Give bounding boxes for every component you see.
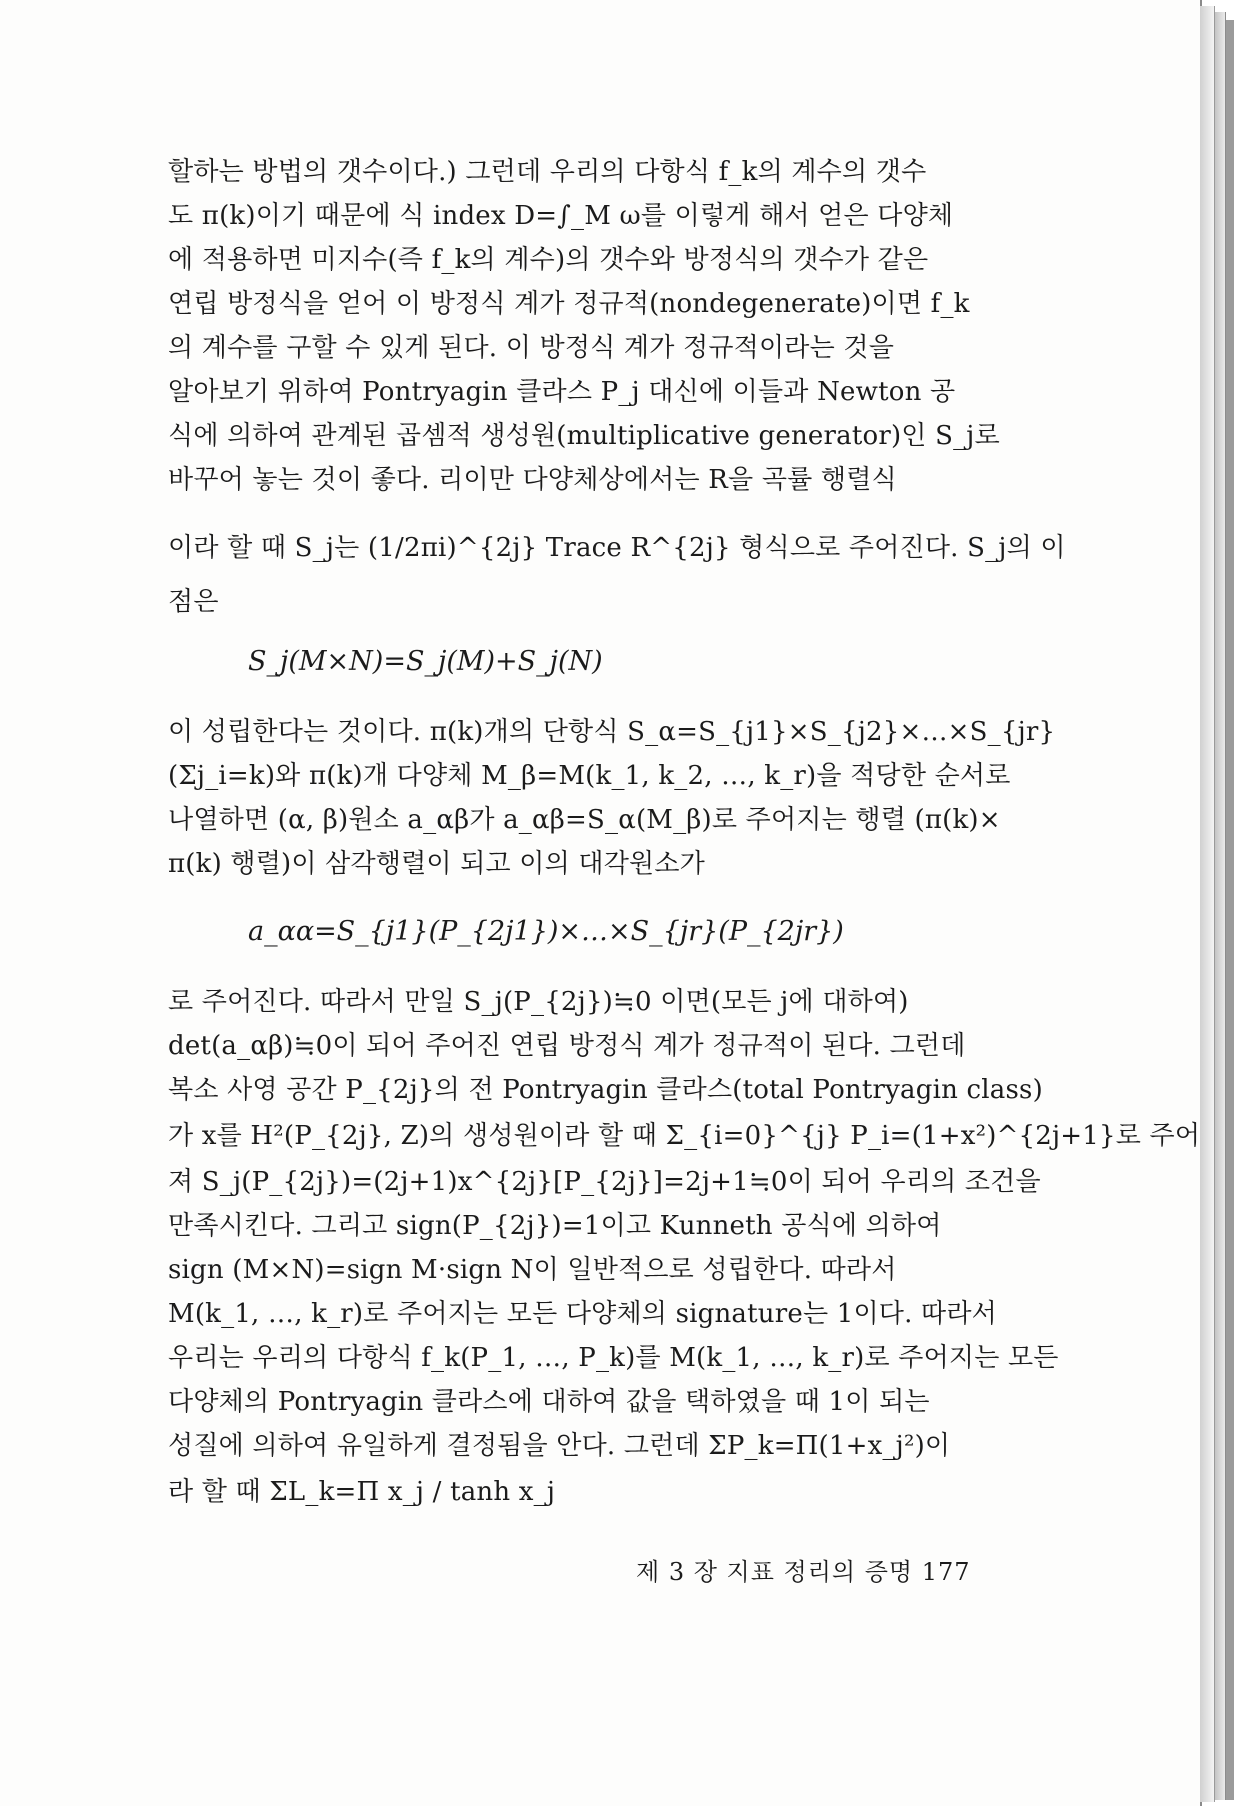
text-line: 의 계수를 구할 수 있게 된다. 이 방정식 계가 정규적이라는 것을 [168,333,895,363]
text-line: 복소 사영 공간 P_{2j}의 전 Pontryagin 클라스(total Pontryagin class) [168,1075,1043,1105]
text-line: 져 S_j(P_{2j})=(2j+1)x^{2j}[P_{2j}]=2j+1≒0이 되어 우리의 조건을 [168,1167,1041,1197]
text-line: 이 성립한다는 것이다. π(k)개의 단항식 S_α=S_{j1}×S_{j2}×…×S_{jr} [168,717,1056,747]
text-line: 다양체의 Pontryagin 클라스에 대하여 값을 택하였을 때 1이 되는 [168,1387,930,1417]
text-line: 할하는 방법의 갯수이다.) 그런데 우리의 다항식 f_k의 계수의 갯수 [168,157,927,187]
text-line: 성질에 의하여 유일하게 결정됨을 안다. 그런데 ΣP_k=Π(1+x_j²)이 [168,1431,951,1461]
page-edge [1200,6,1215,1802]
page-footer: 제 3 장 지표 정리의 증명 177 [636,1558,971,1586]
text-line: 점은 [168,587,219,617]
text-line: (Σj_i=k)와 π(k)개 다양체 M_β=M(k_1, k_2, …, k_r)을 적당한 순서로 [168,761,1011,791]
text-line: 우리는 우리의 다항식 f_k(P_1, …, P_k)를 M(k_1, …, k_r)로 주어지는 모든 [168,1343,1059,1373]
text-line: det(a_αβ)≒0이 되어 주어진 연립 방정식 계가 정규적이 된다. 그런데 [168,1031,966,1061]
equation-sj-product: S_j(M×N)=S_j(M)+S_j(N) [248,646,603,677]
text-line: 만족시킨다. 그리고 sign(P_{2j})=1이고 Kunneth 공식에 의하여 [168,1211,942,1241]
text-line: 식에 의하여 관계된 곱셈적 생성원(multiplicative generator)인 S_j로 [168,421,1000,451]
text-line: 라 할 때 ΣL_k=Π x_j / tanh x_j [168,1477,556,1507]
text-line: 도 π(k)이기 때문에 식 index D=∫_M ω를 이렇게 해서 얻은 다양체 [168,201,954,231]
text-line: M(k_1, …, k_r)로 주어지는 모든 다양체의 signature는 1이다. 따라서 [168,1299,997,1329]
text-line: 나열하면 (α, β)원소 a_αβ가 a_αβ=S_α(M_β)로 주어지는 행렬 (π(k)× [168,805,1001,835]
text-line: 로 주어진다. 따라서 만일 S_j(P_{2j})≒0 이면(모든 j에 대하여) [168,987,909,1017]
text-line: 연립 방정식을 얻어 이 방정식 계가 정규적(nondegenerate)이면 f_k [168,289,970,319]
text-line: 바꾸어 놓는 것이 좋다. 리이만 다양체상에서는 R을 곡률 행렬식 [168,465,897,495]
text-line: 가 x를 H²(P_{2j}, Z)의 생성원이라 할 때 Σ_{i=0}^{j} P_i=(1+x²)^{2j+1}로 주어 [168,1121,1201,1151]
text-line: 이라 할 때 S_j는 (1/2πi)^{2j} Trace R^{2j} 형식으로 주어진다. S_j의 이 [168,533,1066,563]
equation-diagonal-entry: a_αα=S_{j1}(P_{2j1})×…×S_{jr}(P_{2jr}) [248,916,844,947]
page-edge [1215,12,1226,1800]
page-edge-shadow [1226,20,1234,1800]
text-line: 알아보기 위하여 Pontryagin 클라스 P_j 대신에 이들과 Newton 공 [168,377,956,407]
text-line: sign (M×N)=sign M·sign N이 일반적으로 성립한다. 따라서 [168,1255,897,1285]
text-line: 에 적용하면 미지수(즉 f_k의 계수)의 갯수와 방정식의 갯수가 같은 [168,245,929,275]
text-line: π(k) 행렬)이 삼각행렬이 되고 이의 대각원소가 [168,849,705,879]
